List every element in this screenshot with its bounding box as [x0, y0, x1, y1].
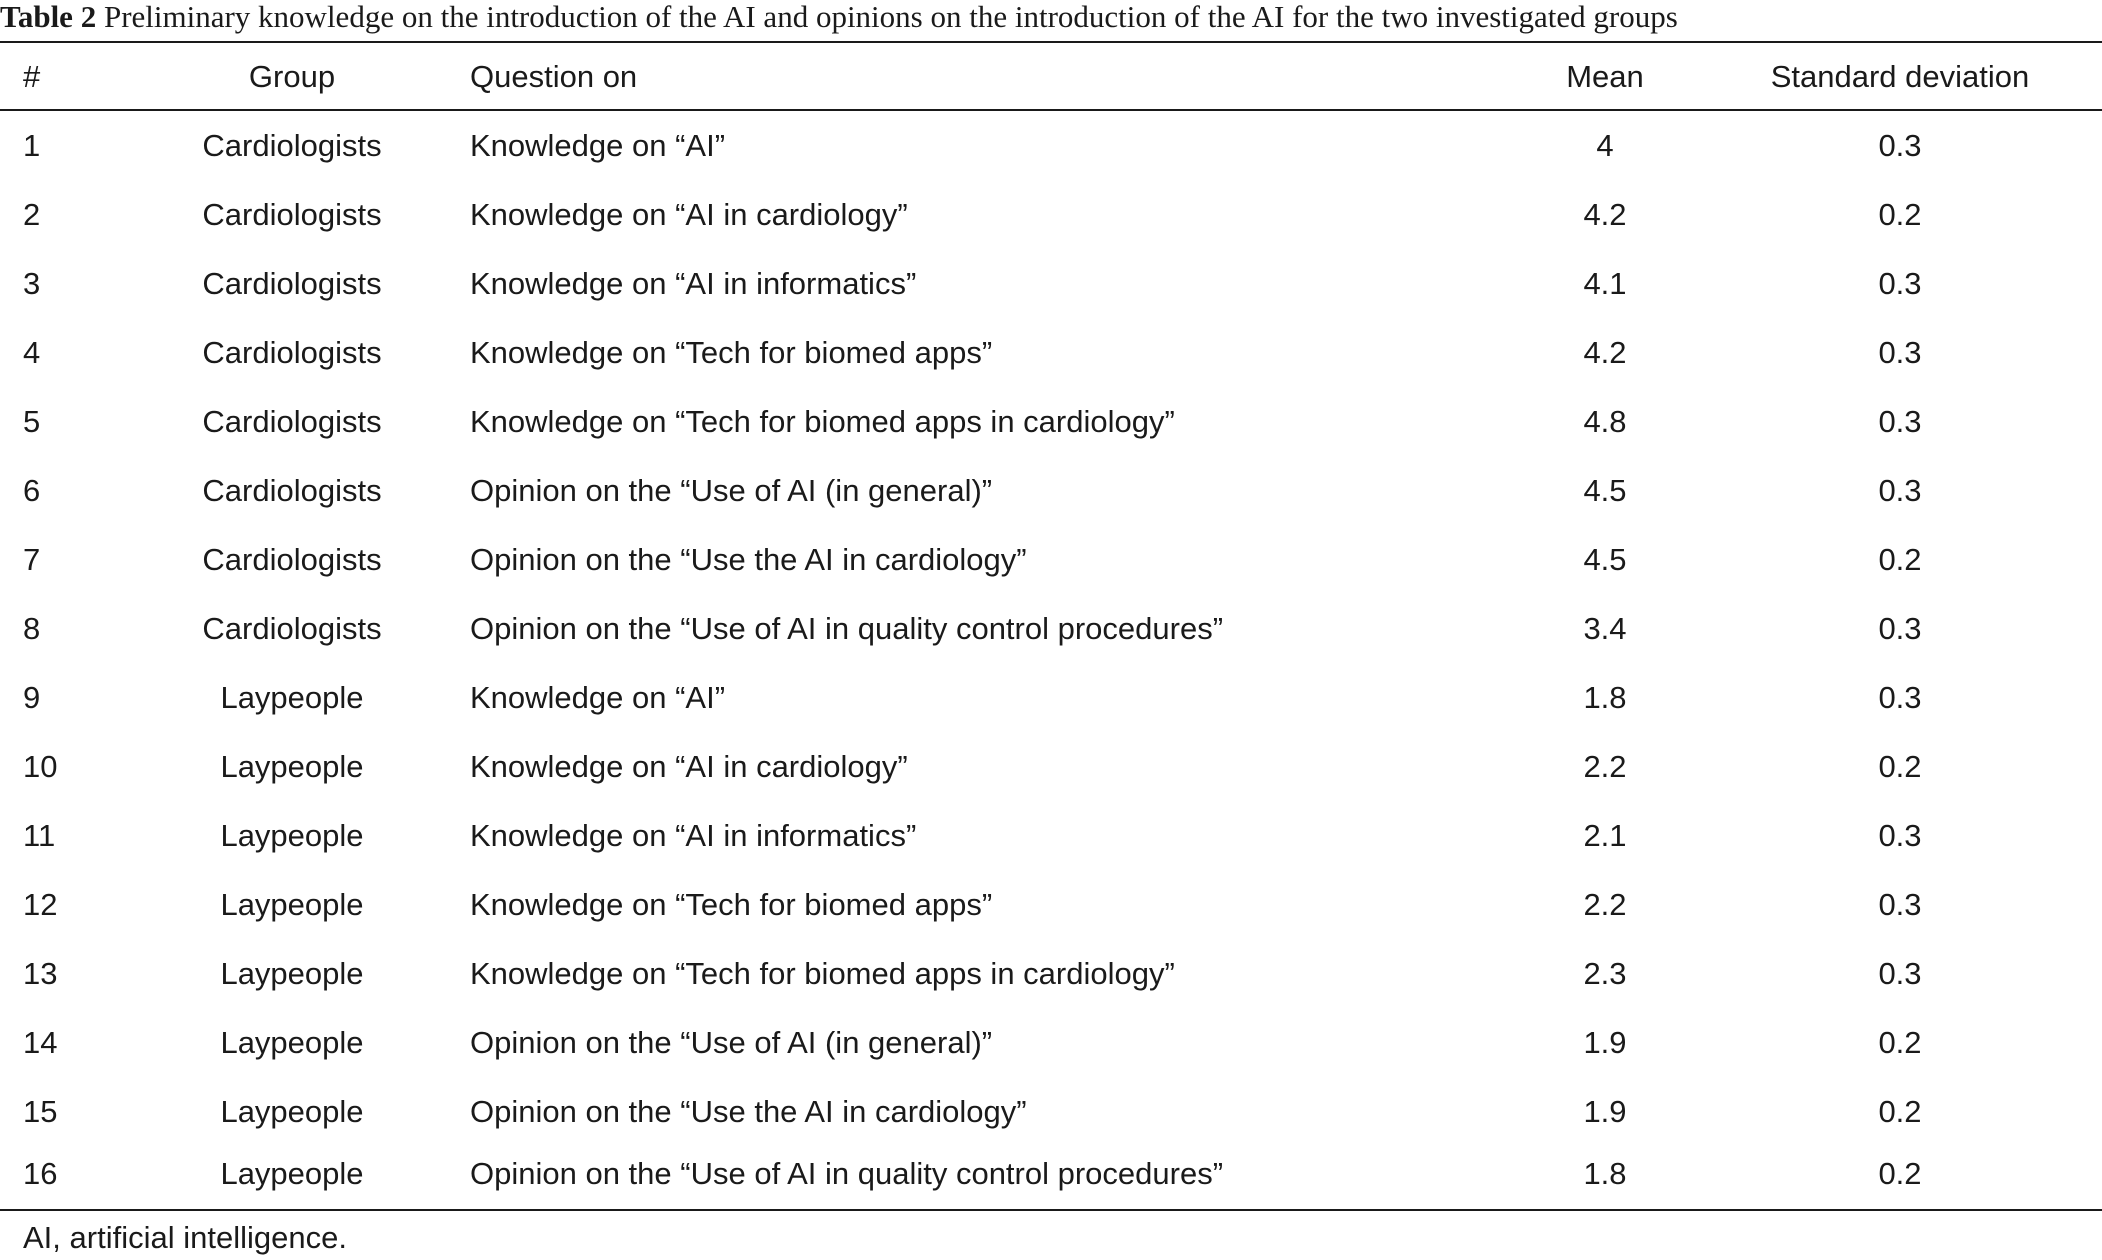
row-group: Laypeople	[220, 818, 364, 853]
row-question: Knowledge on “Tech for biomed apps”	[470, 887, 993, 922]
row-question: Knowledge on “AI in cardiology”	[470, 749, 908, 784]
row-group: Cardiologists	[202, 128, 382, 163]
table-row	[0, 180, 2102, 249]
row-group: Laypeople	[220, 1156, 364, 1191]
table-caption-label: Table 2	[0, 0, 97, 34]
row-mean: 1.8	[1583, 680, 1627, 715]
row-sd: 0.3	[1878, 404, 1922, 439]
row-mean: 1.8	[1583, 1156, 1627, 1191]
row-num: 3	[23, 266, 41, 301]
row-group: Laypeople	[220, 1094, 364, 1129]
row-num: 1	[23, 128, 41, 163]
row-sd: 0.2	[1878, 542, 1922, 577]
row-question: Opinion on the “Use the AI in cardiology”	[470, 1094, 1027, 1129]
row-mean: 4.5	[1583, 473, 1627, 508]
header-mean: Mean	[1566, 59, 1644, 94]
row-sd: 0.3	[1878, 266, 1922, 301]
row-group: Laypeople	[220, 680, 364, 715]
table-row	[0, 1008, 2102, 1077]
header-num: #	[23, 59, 41, 94]
row-mean: 4	[1596, 128, 1614, 163]
row-mean: 1.9	[1583, 1025, 1627, 1060]
row-question: Opinion on the “Use the AI in cardiology”	[470, 542, 1027, 577]
row-mean: 2.2	[1583, 749, 1627, 784]
row-mean: 2.2	[1583, 887, 1627, 922]
row-sd: 0.3	[1878, 818, 1922, 853]
table-caption-text: Preliminary knowledge on the introduction of the AI and opinions on the introduction of the AI for the two investigated groups	[103, 0, 1678, 34]
row-num: 6	[23, 473, 41, 508]
table-row	[0, 594, 2102, 663]
table-row	[0, 801, 2102, 870]
table-header-rule	[0, 109, 2102, 111]
row-group: Laypeople	[220, 1025, 364, 1060]
row-sd: 0.3	[1878, 128, 1922, 163]
table-row	[0, 732, 2102, 801]
row-mean: 2.1	[1583, 818, 1627, 853]
row-num: 13	[23, 956, 58, 991]
row-question: Opinion on the “Use of AI in quality control procedures”	[470, 611, 1224, 646]
table-row	[0, 663, 2102, 732]
row-num: 4	[23, 335, 41, 370]
row-group: Cardiologists	[202, 542, 382, 577]
row-sd: 0.2	[1878, 197, 1922, 232]
row-question: Knowledge on “AI”	[470, 680, 726, 715]
table-row	[0, 456, 2102, 525]
row-sd: 0.3	[1878, 680, 1922, 715]
row-question: Knowledge on “Tech for biomed apps in cardiology”	[470, 956, 1175, 991]
row-group: Cardiologists	[202, 611, 382, 646]
row-group: Cardiologists	[202, 197, 382, 232]
table-bottom-rule	[0, 1209, 2102, 1211]
row-mean: 4.5	[1583, 542, 1627, 577]
row-num: 15	[23, 1094, 58, 1129]
row-num: 7	[23, 542, 41, 577]
row-mean: 2.3	[1583, 956, 1627, 991]
row-question: Knowledge on “AI in informatics”	[470, 266, 917, 301]
table-row	[0, 318, 2102, 387]
table-row	[0, 870, 2102, 939]
row-sd: 0.2	[1878, 1156, 1922, 1191]
row-mean: 1.9	[1583, 1094, 1627, 1129]
row-mean: 4.2	[1583, 335, 1627, 370]
row-num: 10	[23, 749, 58, 784]
row-question: Opinion on the “Use of AI in quality control procedures”	[470, 1156, 1224, 1191]
row-num: 11	[23, 818, 56, 853]
row-sd: 0.3	[1878, 473, 1922, 508]
row-question: Knowledge on “AI”	[470, 128, 726, 163]
row-num: 5	[23, 404, 41, 439]
header-group: Group	[248, 59, 336, 94]
row-num: 16	[23, 1156, 58, 1191]
row-mean: 4.8	[1583, 404, 1627, 439]
row-question: Opinion on the “Use of AI (in general)”	[470, 473, 993, 508]
header-sd: Standard deviation	[1770, 59, 2030, 94]
row-sd: 0.2	[1878, 749, 1922, 784]
row-group: Cardiologists	[202, 266, 382, 301]
row-group: Laypeople	[220, 749, 364, 784]
row-sd: 0.3	[1878, 335, 1922, 370]
row-sd: 0.2	[1878, 1025, 1922, 1060]
row-sd: 0.3	[1878, 956, 1922, 991]
header-question: Question on	[470, 59, 638, 94]
row-num: 8	[23, 611, 41, 646]
table-row	[0, 249, 2102, 318]
row-num: 9	[23, 680, 41, 715]
row-question: Knowledge on “Tech for biomed apps”	[470, 335, 993, 370]
table-row	[0, 525, 2102, 594]
row-group: Cardiologists	[202, 335, 382, 370]
row-num: 14	[23, 1025, 58, 1060]
table-row	[0, 387, 2102, 456]
table-footnote: AI, artificial intelligence.	[23, 1220, 347, 1255]
row-num: 12	[23, 887, 58, 922]
table-row	[0, 939, 2102, 1008]
row-mean: 3.4	[1583, 611, 1627, 646]
table-row	[0, 1077, 2102, 1146]
row-num: 2	[23, 197, 41, 232]
row-sd: 0.3	[1878, 611, 1922, 646]
row-group: Laypeople	[220, 887, 364, 922]
row-mean: 4.2	[1583, 197, 1627, 232]
row-question: Knowledge on “Tech for biomed apps in cardiology”	[470, 404, 1175, 439]
table-header-row	[0, 42, 2102, 111]
row-question: Knowledge on “AI in cardiology”	[470, 197, 908, 232]
row-group: Cardiologists	[202, 473, 382, 508]
row-question: Opinion on the “Use of AI (in general)”	[470, 1025, 993, 1060]
table-row	[0, 111, 2102, 180]
row-group: Cardiologists	[202, 404, 382, 439]
row-group: Laypeople	[220, 956, 364, 991]
row-mean: 4.1	[1583, 266, 1627, 301]
row-sd: 0.2	[1878, 1094, 1922, 1129]
row-sd: 0.3	[1878, 887, 1922, 922]
row-question: Knowledge on “AI in informatics”	[470, 818, 917, 853]
table-caption	[0, 0, 2102, 40]
table-row	[0, 1139, 2102, 1208]
